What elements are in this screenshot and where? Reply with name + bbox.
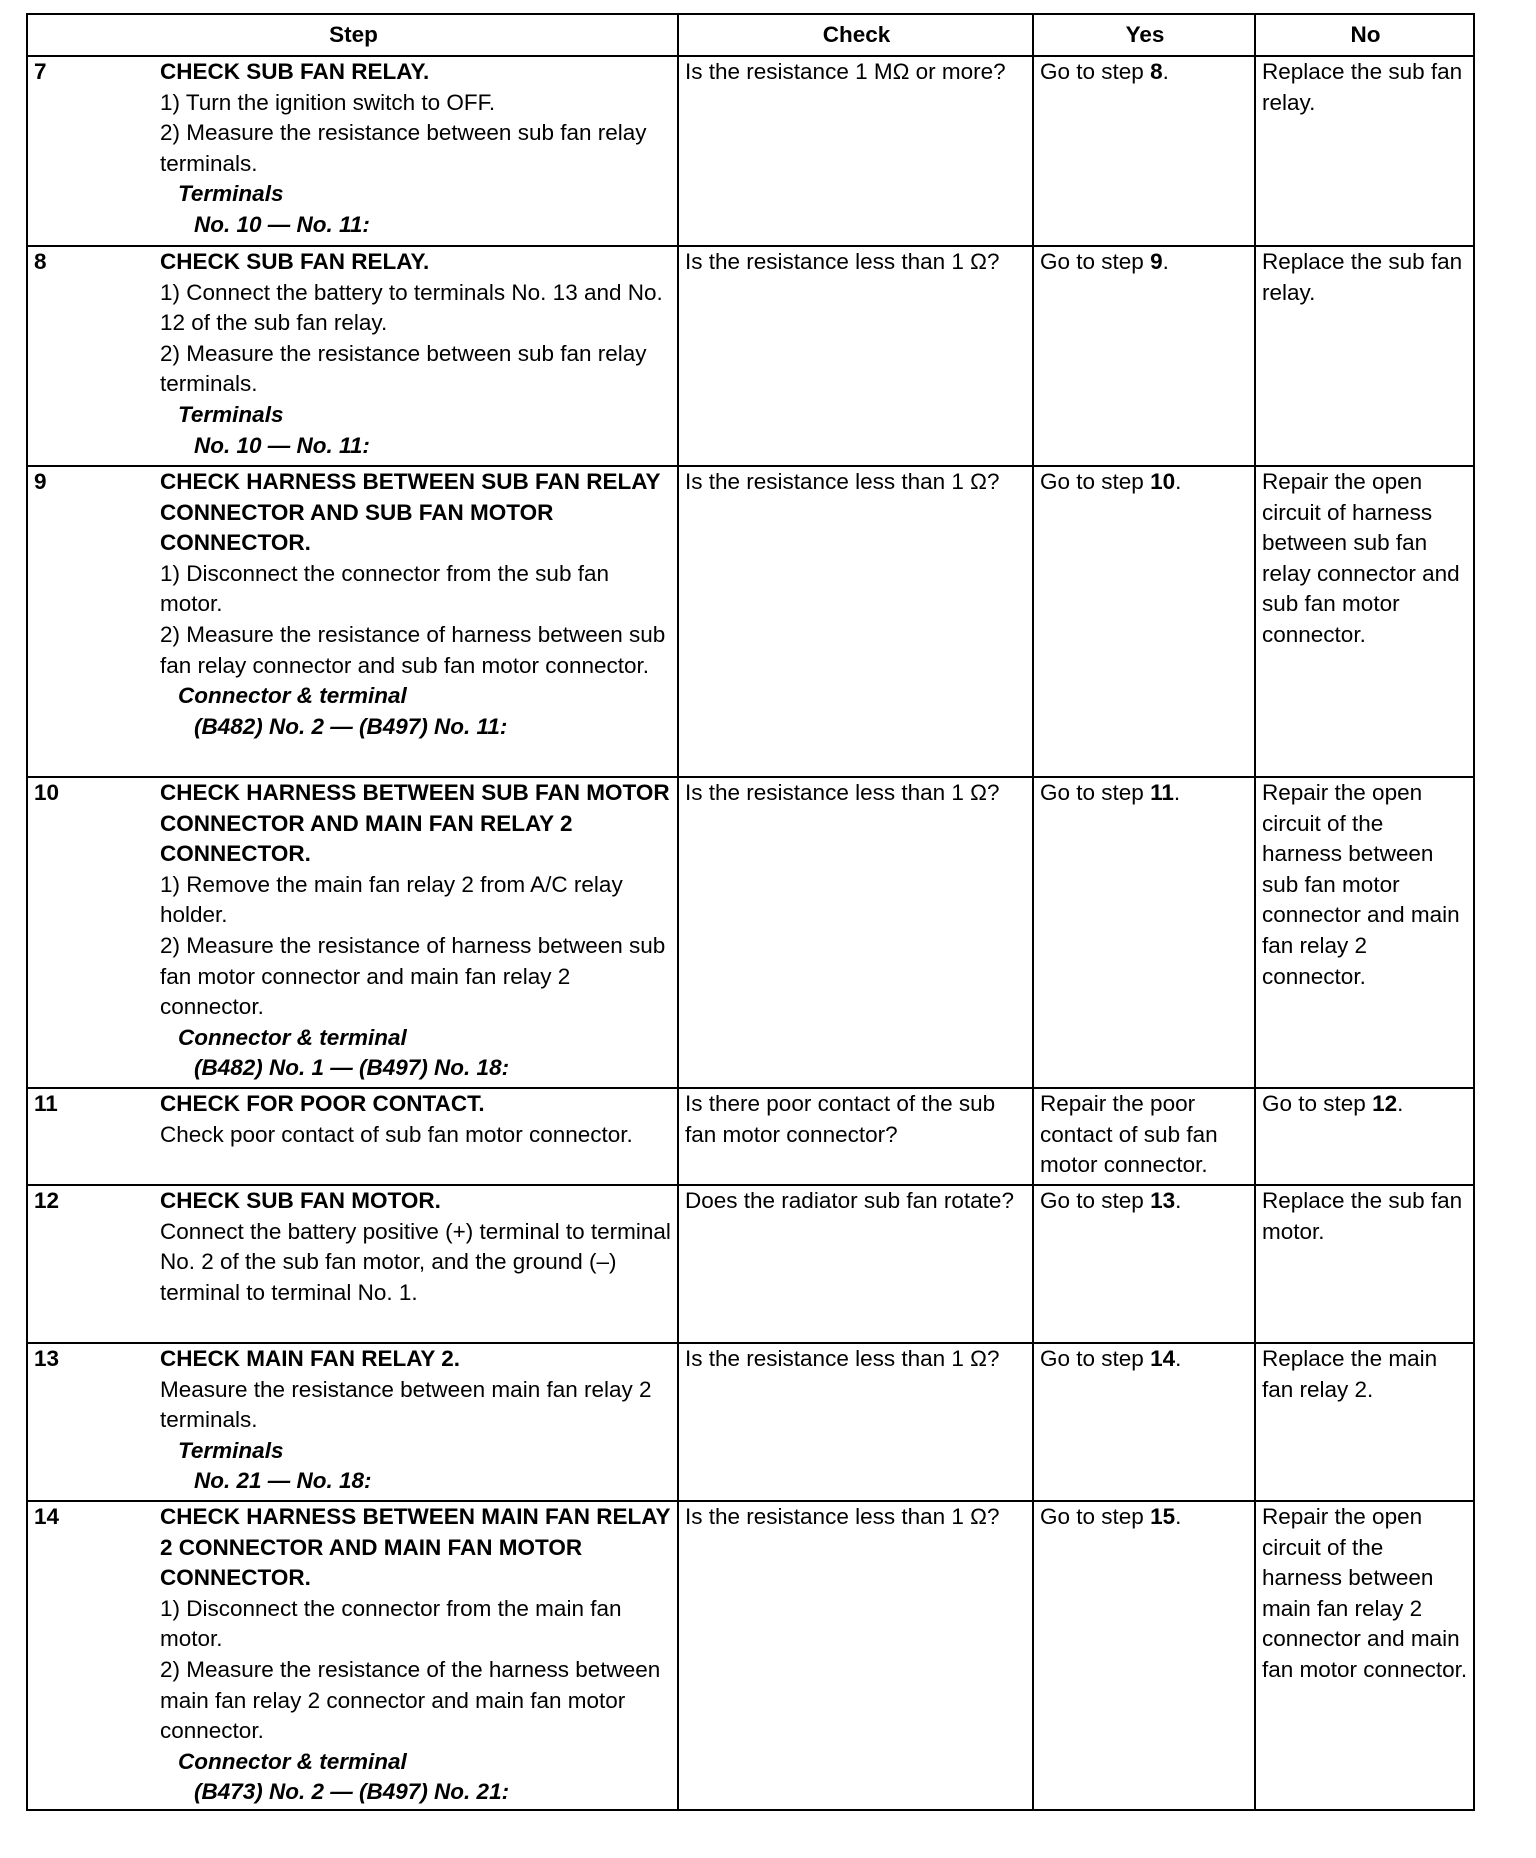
step-number: 10 (34, 780, 60, 805)
step-number: 14 (34, 1504, 60, 1529)
table-row (27, 1343, 1474, 1501)
step-body (160, 778, 673, 1084)
no-cell (1255, 1088, 1474, 1185)
yes-step-number: 10 (1150, 469, 1176, 494)
spec-value: (B482) No. 2 — (B497) No. 11: (194, 713, 508, 739)
table-row (27, 56, 1474, 246)
check-cell: Is there poor contact of the sub fan motor connector? (678, 1088, 1033, 1185)
step-body (160, 1344, 673, 1497)
step-title: CHECK HARNESS BETWEEN SUB FAN RELAY CONNECTOR AND SUB FAN MOTOR CONNECTOR. (160, 469, 661, 556)
step-cell (27, 1185, 678, 1343)
no-cell: Repair the open circuit of the harness between sub fan motor connector and main fan relay 2 connector. (1255, 777, 1474, 1088)
spec-value: No. 10 — No. 11: (194, 432, 370, 458)
step-instruction: 1) Disconnect the connector from the main fan motor. (160, 1595, 622, 1652)
step-instruction: 2) Measure the resistance of harness between sub fan motor connector and main fan relay 2 connector. (160, 932, 666, 1020)
yes-suffix: . (1162, 249, 1169, 274)
spec-value: (B473) No. 2 — (B497) No. 21: (194, 1779, 510, 1805)
yes-cell (1033, 777, 1255, 1088)
table-row (27, 466, 1474, 777)
step-cell (27, 1343, 678, 1501)
step-cell (27, 1088, 678, 1185)
check-cell: Is the resistance less than 1 Ω? (678, 1501, 1033, 1810)
yes-step-number: 14 (1150, 1346, 1176, 1371)
yes-text: Go to step (1040, 249, 1151, 274)
no-cell: Repair the open circuit of the harness between main fan relay 2 connector and main fan motor connector. (1255, 1501, 1474, 1810)
spec-label: Terminals (178, 1437, 284, 1463)
no-cell: Replace the main fan relay 2. (1255, 1343, 1474, 1501)
check-cell: Is the resistance less than 1 Ω? (678, 1343, 1033, 1501)
spec-value: No. 10 — No. 11: (194, 211, 370, 237)
step-body (160, 1089, 673, 1150)
yes-step-number: 13 (1150, 1188, 1176, 1213)
yes-cell (1033, 246, 1255, 466)
check-cell: Is the resistance 1 MΩ or more? (678, 56, 1033, 246)
spec-label: Connector & terminal (178, 683, 407, 709)
step-number: 11 (34, 1091, 58, 1116)
yes-text: Go to step (1040, 1346, 1151, 1371)
yes-cell (1033, 1343, 1255, 1501)
step-cell (27, 466, 678, 777)
step-cell (27, 777, 678, 1088)
step-instruction: 1) Connect the battery to terminals No. 13 and No. 12 of the sub fan relay. (160, 279, 663, 336)
step-body (160, 1502, 673, 1808)
spec-label: Connector & terminal (178, 1748, 407, 1774)
step-number: 13 (34, 1346, 60, 1371)
step-title: CHECK MAIN FAN RELAY 2. (160, 1346, 461, 1371)
check-cell: Is the resistance less than 1 Ω? (678, 777, 1033, 1088)
no-cell: Replace the sub fan motor. (1255, 1185, 1474, 1343)
table-row (27, 1088, 1474, 1185)
spec-value: (B482) No. 1 — (B497) No. 18: (194, 1055, 510, 1081)
yes-text: Go to step (1040, 59, 1151, 84)
step-instruction: 1) Disconnect the connector from the sub fan motor. (160, 560, 609, 617)
table-row (27, 1501, 1474, 1810)
table-row (27, 1185, 1474, 1343)
no-cell: Replace the sub fan relay. (1255, 246, 1474, 466)
step-title: CHECK SUB FAN RELAY. (160, 59, 430, 84)
diagnostic-table (26, 13, 1475, 1811)
step-body (160, 57, 673, 241)
header-no: No (1255, 14, 1474, 56)
table-row (27, 777, 1474, 1088)
spec-value: No. 21 — No. 18: (194, 1468, 372, 1494)
yes-text: Go to step (1040, 469, 1151, 494)
step-number: 9 (34, 469, 47, 494)
yes-step-number: 11 (1150, 780, 1174, 805)
step-instruction: 2) Measure the resistance of harness between sub fan relay connector and sub fan motor connector. (160, 621, 666, 678)
header-row (27, 14, 1474, 56)
step-cell (27, 246, 678, 466)
no-suffix: . (1397, 1091, 1404, 1116)
yes-cell (1033, 1501, 1255, 1810)
header-step: Step (27, 14, 678, 56)
check-cell: Does the radiator sub fan rotate? (678, 1185, 1033, 1343)
no-cell: Replace the sub fan relay. (1255, 56, 1474, 246)
yes-step-number: 9 (1150, 249, 1163, 274)
yes-step-number: 15 (1150, 1504, 1176, 1529)
step-number: 12 (34, 1188, 60, 1213)
step-instruction: Measure the resistance between main fan relay 2 terminals. (160, 1376, 652, 1433)
step-title: CHECK HARNESS BETWEEN MAIN FAN RELAY 2 CONNECTOR AND MAIN FAN MOTOR CONNECTOR. (160, 1504, 671, 1591)
step-instruction: 1) Remove the main fan relay 2 from A/C relay holder. (160, 871, 623, 928)
yes-cell (1033, 1185, 1255, 1343)
header-check: Check (678, 14, 1033, 56)
yes-text: Repair the poor contact of sub fan motor connector. (1040, 1091, 1218, 1178)
step-instruction: Connect the battery positive (+) terminal to terminal No. 2 of the sub fan motor, and the ground (–) terminal to terminal No. 1. (160, 1218, 671, 1305)
yes-suffix: . (1175, 469, 1182, 494)
yes-suffix: . (1173, 780, 1181, 805)
yes-cell (1033, 466, 1255, 777)
spec-label: Terminals (178, 401, 284, 427)
header-yes: Yes (1033, 14, 1255, 56)
check-cell: Is the resistance less than 1 Ω? (678, 246, 1033, 466)
step-instruction: 2) Measure the resistance between sub fan relay terminals. (160, 120, 647, 176)
step-body (160, 1186, 673, 1308)
table-body (27, 56, 1474, 1810)
step-title: CHECK FOR POOR CONTACT. (160, 1091, 485, 1116)
yes-suffix: . (1162, 59, 1169, 84)
yes-text: Go to step (1040, 1504, 1151, 1529)
spec-label: Terminals (178, 181, 284, 207)
yes-cell (1033, 56, 1255, 246)
check-cell: Is the resistance less than 1 Ω? (678, 466, 1033, 777)
yes-suffix: . (1175, 1346, 1182, 1371)
no-step-number: 12 (1372, 1091, 1398, 1116)
no-cell: Repair the open circuit of harness between sub fan relay connector and sub fan motor connector. (1255, 466, 1474, 777)
step-number: 7 (34, 59, 47, 84)
step-title: CHECK HARNESS BETWEEN SUB FAN MOTOR CONNECTOR AND MAIN FAN RELAY 2 CONNECTOR. (160, 780, 670, 867)
step-title: CHECK SUB FAN MOTOR. (160, 1188, 441, 1213)
step-instruction: Check poor contact of sub fan motor connector. (160, 1121, 633, 1147)
step-body (160, 247, 673, 461)
step-title: CHECK SUB FAN RELAY. (160, 249, 430, 274)
yes-text: Go to step (1040, 780, 1151, 805)
yes-cell (1033, 1088, 1255, 1185)
no-text: Go to step (1262, 1091, 1373, 1116)
step-number: 8 (34, 249, 47, 274)
yes-suffix: . (1175, 1504, 1182, 1529)
step-instruction: 2) Measure the resistance between sub fan relay terminals. (160, 340, 647, 397)
step-instruction: 2) Measure the resistance of the harness between main fan relay 2 connector and main fan motor connector. (160, 1656, 661, 1744)
yes-step-number: 8 (1150, 59, 1163, 84)
step-body (160, 467, 673, 742)
yes-text: Go to step (1040, 1188, 1151, 1213)
step-cell (27, 1501, 678, 1810)
yes-suffix: . (1175, 1188, 1182, 1213)
table-row (27, 246, 1474, 466)
step-instruction: 1) Turn the ignition switch to OFF. (160, 89, 496, 115)
step-cell (27, 56, 678, 246)
spec-label: Connector & terminal (178, 1024, 407, 1050)
